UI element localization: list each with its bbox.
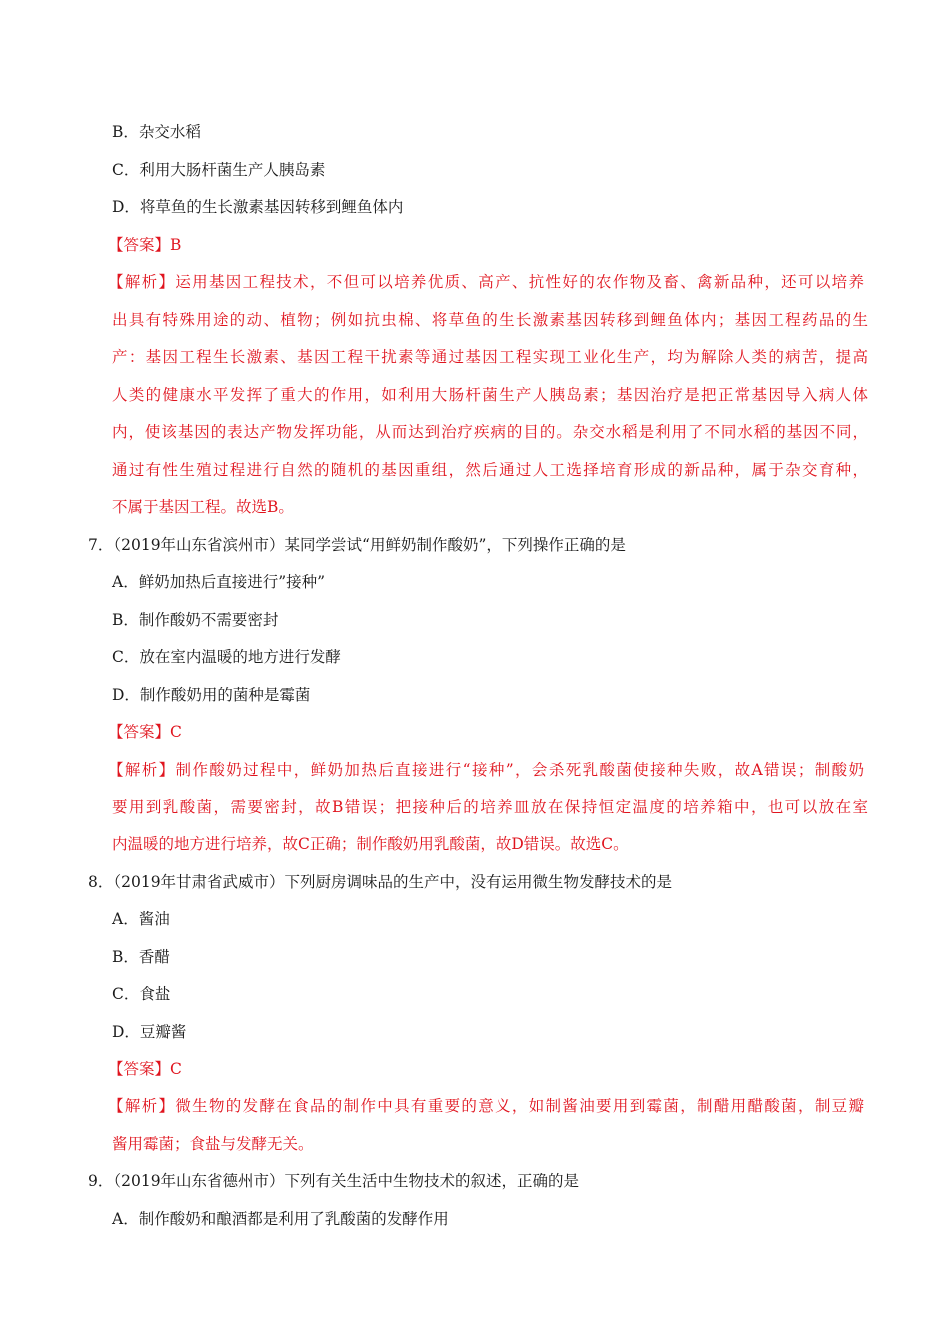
q8-option-b: B．香醋 — [112, 948, 170, 966]
q7-explanation-line: 要用到乳酸菌，需要密封，故B错误；把接种后的培养皿放在保持恒定温度的培养箱中，也可以放在室 — [112, 798, 868, 816]
q7-stem: 7．（2019年山东省滨州市）某同学尝试“用鲜奶制作酸奶”，下列操作正确的是 — [88, 536, 626, 554]
q8-option-a: A．酱油 — [112, 910, 170, 928]
q6-explanation-line: 通过有性生殖过程进行自然的随机的基因重组，然后通过人工选择培育形成的新品种，属于杂交育种， — [112, 461, 868, 479]
q6-explanation-line: 出具有特殊用途的动、植物；例如抗虫棉、将草鱼的生长激素基因转移到鲤鱼体内；基因工程药品的生 — [112, 311, 868, 329]
q6-option-b: B．杂交水稻 — [112, 123, 201, 141]
q6-explanation-line: 内，使该基因的表达产物发挥功能，从而达到治疗疾病的目的。杂交水稻是利用了不同水稻的基因不同， — [112, 423, 868, 441]
q8-explanation-line: 酱用霉菌；食盐与发酵无关。 — [112, 1135, 314, 1153]
q8-option-d: D．豆瓣酱 — [112, 1023, 187, 1041]
q6-option-c: C．利用大肠杆菌生产人胰岛素 — [112, 161, 326, 179]
q6-explanation-line: 产：基因工程生长激素、基因工程干扰素等通过基因工程实现工业化生产，均为解除人类的病苦，提高 — [112, 348, 868, 366]
q7-option-a: A．鲜奶加热后直接进行”接种” — [112, 573, 326, 591]
q7-answer: 【答案】C — [108, 723, 182, 741]
q7-option-d: D．制作酸奶用的菌种是霉菌 — [112, 686, 311, 704]
q9-stem: 9．（2019年山东省德州市）下列有关生活中生物技术的叙述，正确的是 — [88, 1172, 580, 1190]
q7-option-c: C．放在室内温暖的地方进行发酵 — [112, 648, 341, 666]
q7-option-b: B．制作酸奶不需要密封 — [112, 611, 279, 629]
q7-explanation-line: 内温暖的地方进行培养，故C正确；制作酸奶用乳酸菌，故D错误。故选C。 — [112, 835, 629, 853]
q7-explanation-line: 【解析】制作酸奶过程中，鲜奶加热后直接进行“接种”，会杀死乳酸菌使接种失败，故A错误；制酸奶 — [108, 761, 864, 779]
q9-option-a: A．制作酸奶和酿酒都是利用了乳酸菌的发酵作用 — [112, 1210, 449, 1228]
q8-explanation-line: 【解析】微生物的发酵在食品的制作中具有重要的意义，如制酱油要用到霉菌，制醋用醋酸菌，制豆瓣 — [108, 1097, 864, 1115]
q8-option-c: C．食盐 — [112, 985, 171, 1003]
q6-answer: 【答案】B — [108, 236, 182, 254]
q8-stem: 8．（2019年甘肃省武威市）下列厨房调味品的生产中，没有运用微生物发酵技术的是 — [88, 873, 673, 891]
q6-explanation-line: 人类的健康水平发挥了重大的作用，如利用大肠杆菌生产人胰岛素；基因治疗是把正常基因导入病人体 — [112, 386, 868, 404]
q6-option-d: D．将草鱼的生长激素基因转移到鲤鱼体内 — [112, 198, 404, 216]
q6-explanation-line: 【解析】运用基因工程技术，不但可以培养优质、高产、抗性好的农作物及畜、禽新品种，还可以培养 — [108, 273, 864, 291]
q8-answer: 【答案】C — [108, 1060, 182, 1078]
q6-explanation-line: 不属于基因工程。故选B。 — [112, 498, 294, 516]
